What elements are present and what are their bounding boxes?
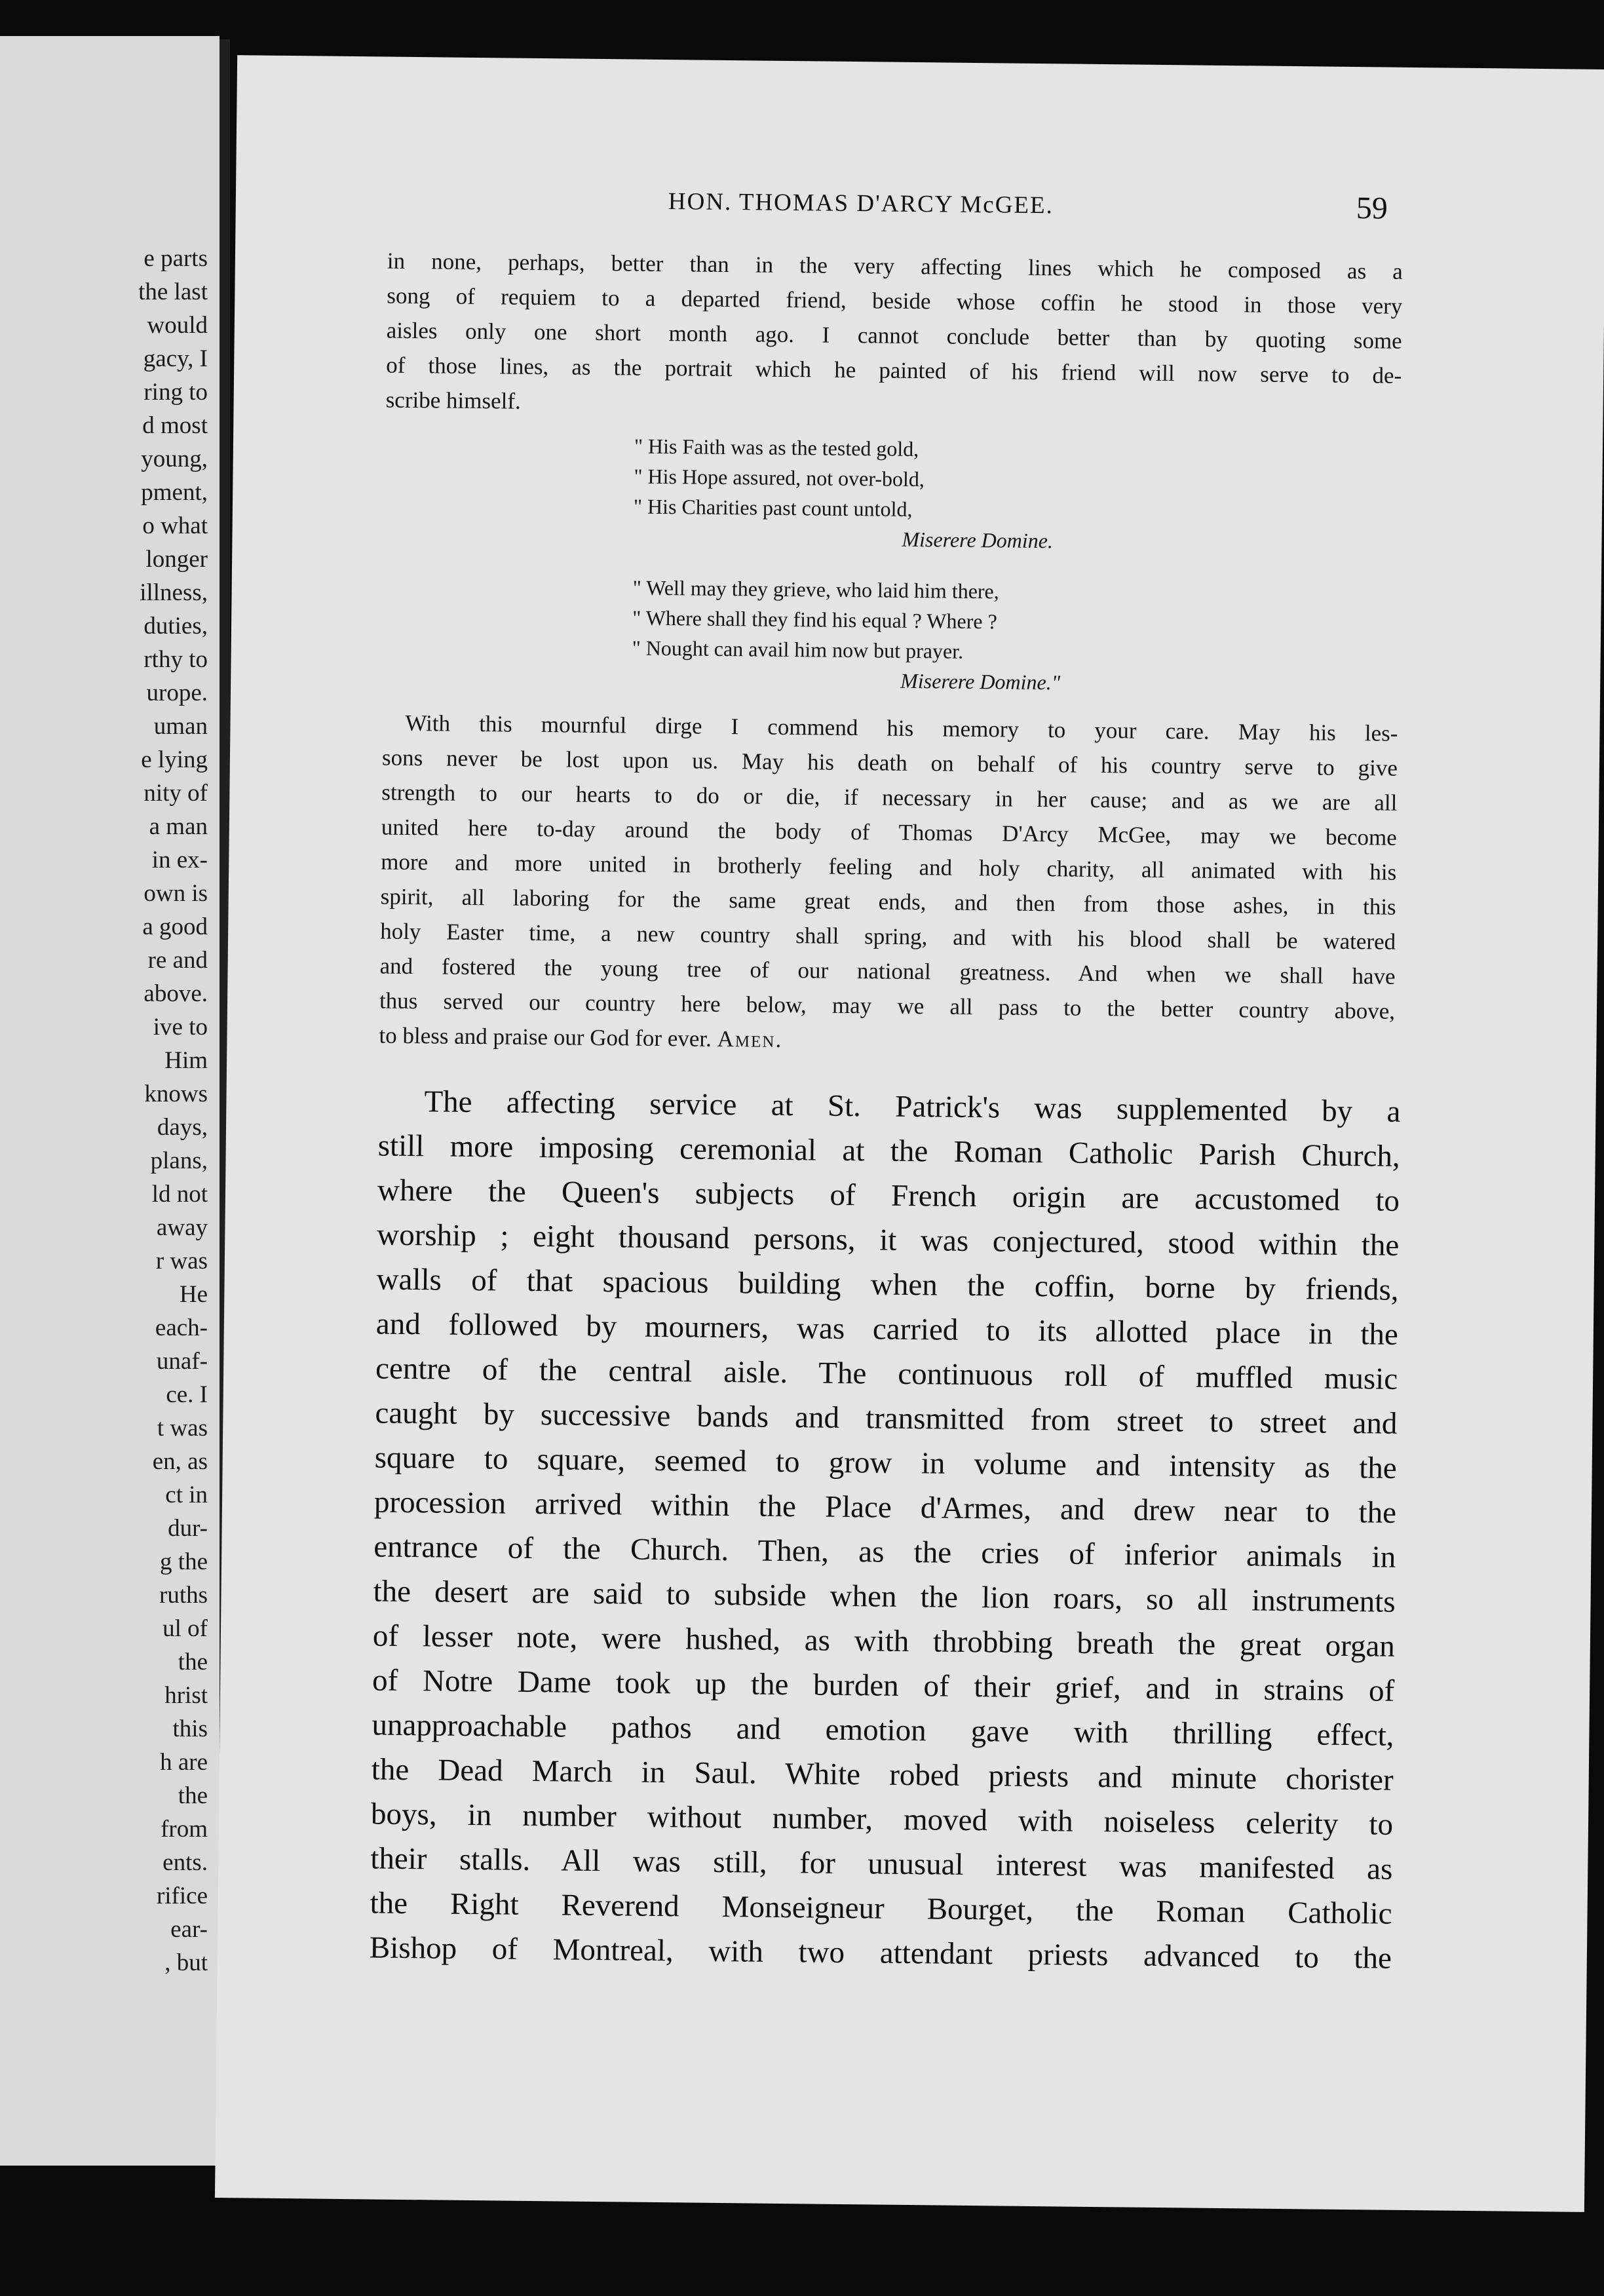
left-page-fragment: the last xyxy=(138,278,208,305)
text-line: song of requiem to a departed friend, beside whose coffin he stood in those very xyxy=(387,282,1403,319)
left-page-fragment: plans, xyxy=(150,1147,208,1174)
poem-stanza-2 xyxy=(632,573,1061,698)
left-page-fragment: ct in xyxy=(165,1482,208,1508)
left-page-fragment: e parts xyxy=(143,245,208,272)
text-line: procession arrived within the Place d'Armes, and drew near to the xyxy=(373,1485,1397,1530)
left-page-fragment: the xyxy=(178,1782,208,1809)
closing-paragraph xyxy=(379,706,1398,1063)
amen: Amen. xyxy=(717,1025,783,1052)
text-line: united here to-day around the body of Thomas D'Arcy McGee, may we become xyxy=(381,814,1397,851)
text-line: spirit, all laboring for the same great ends, and then from those ashes, in this xyxy=(380,883,1396,920)
text-line: With this mournful dirge I commend his memory to your care. May his les- xyxy=(405,710,1398,746)
text-line: aisles only one short month ago. I cannot conclude better than by quoting some xyxy=(386,317,1402,354)
left-page-fragment: rifice xyxy=(156,1883,208,1909)
left-page-fragment: gacy, I xyxy=(143,345,208,372)
verse-line: " His Hope assured, not over-bold, xyxy=(634,464,925,491)
left-page-fragment: knows xyxy=(144,1081,208,1107)
verse-line: " Where shall they find his equal ? Where ? xyxy=(632,605,997,634)
left-page-fragment: uman xyxy=(153,713,208,740)
text-line: sons never be lost upon us. May his death on behalf of his country serve to give xyxy=(381,744,1398,781)
left-page-fragment: ive to xyxy=(153,1014,208,1041)
left-page-fragment: g the xyxy=(160,1548,208,1575)
text-line: still more imposing ceremonial at the Roman Catholic Parish Church, xyxy=(377,1128,1400,1174)
text-line: strength to our hearts to do or die, if necessary in her cause; and as we are all xyxy=(381,779,1398,816)
text-line: boys, in number without number, moved with noiseless celerity to xyxy=(370,1797,1394,1842)
left-page-fragment: , but xyxy=(164,1949,208,1976)
text-line: holy Easter time, a new country shall spring, and with his blood shall be watered xyxy=(379,918,1396,955)
left-page-fragment: t was xyxy=(157,1415,208,1442)
left-page-fragment: re and xyxy=(147,947,208,974)
left-page-fragment: above. xyxy=(143,980,208,1007)
text-line: the Dead March in Saul. White robed priests and minute chorister xyxy=(371,1752,1394,1797)
text-line: thus served our country here below, may we all pass to the better country above, xyxy=(379,987,1396,1024)
left-page-fragment: o what xyxy=(142,512,208,539)
text-line: and followed by mourners, was carried to its allotted place in the xyxy=(375,1307,1399,1352)
poem-stanza-1 xyxy=(633,431,1054,556)
text-line: more and more united in brotherly feeling and holy charity, all animated with his xyxy=(381,849,1397,885)
left-page-fragment: ruths xyxy=(159,1582,208,1609)
left-page-fragment: away xyxy=(156,1214,208,1241)
left-page-fragment: nity of xyxy=(143,780,208,807)
left-page-fragment: own is xyxy=(143,880,208,907)
left-page-fragment: hrist xyxy=(164,1682,208,1709)
text-line-body: to bless and praise our God for ever. xyxy=(379,1022,712,1052)
left-page-fragment: ear- xyxy=(170,1916,208,1943)
text-line: of lesser note, were hushed, as with throbbing breath the great organ xyxy=(372,1618,1396,1664)
text-line: walls of that spacious building when the coffin, borne by friends, xyxy=(376,1262,1399,1307)
text-line: The affecting service at St. Patrick's was supplemented by a xyxy=(424,1084,1401,1129)
verse-line: " His Charities past count untold, xyxy=(633,494,913,521)
left-page-fragment: ul of xyxy=(162,1615,208,1642)
text-line: and fostered the young tree of our national greatness. And when we shall have xyxy=(379,953,1396,989)
text-line: caught by successive bands and transmitted from street to street and xyxy=(375,1396,1398,1441)
text-line: the desert are said to subside when the lion roars, so all instruments xyxy=(373,1574,1396,1619)
left-page-fragment: Him xyxy=(164,1047,208,1074)
verse-line: " His Faith was as the tested gold, xyxy=(634,434,919,461)
left-page-fragment: days, xyxy=(157,1114,208,1141)
left-page-fragment: d most xyxy=(142,412,208,439)
left-page-fragment: unaf- xyxy=(156,1348,208,1375)
left-page-fragment: longer xyxy=(145,546,208,573)
left-page-fragment: duties, xyxy=(143,613,208,640)
text-line: entrance of the Church. Then, as the cries of inferior animals in xyxy=(373,1529,1396,1575)
left-page-fragment: young, xyxy=(141,446,208,472)
verse-line: " Well may they grieve, who laid him there, xyxy=(632,575,999,603)
left-page-fragment: He xyxy=(179,1281,208,1308)
left-page-fragment: this xyxy=(172,1715,208,1742)
verse-refrain: Miserere Domine." xyxy=(900,668,1061,695)
text-line: their stalls. All was still, for unusual interest was manifested as xyxy=(370,1841,1393,1886)
text-line: of those lines, as the portrait which he painted of his friend will now serve to de- xyxy=(386,352,1402,389)
left-page-fragment: rthy to xyxy=(143,646,208,673)
left-page-fragment: the xyxy=(178,1649,208,1675)
running-head: HON. THOMAS D'ARCY McGEE. xyxy=(668,188,1054,220)
book-page xyxy=(215,55,1604,2212)
text-line: the Right Reverend Monseigneur Bourget, the Roman Catholic xyxy=(370,1886,1392,1931)
text-line: Bishop of Montreal, with two attendant priests advanced to the xyxy=(369,1930,1392,1976)
left-page-fragment: in ex- xyxy=(151,847,208,873)
left-page-fragment: en, as xyxy=(152,1448,208,1475)
text-line: of Notre Dame took up the burden of their grief, and in strains of xyxy=(372,1663,1395,1708)
verse-line: " Nought can avail him now but prayer. xyxy=(632,636,964,663)
left-page-fragment: would xyxy=(147,312,208,339)
text-line: square to square, seemed to grow in volume and intensity as the xyxy=(374,1440,1397,1485)
text-line: scribe himself. xyxy=(385,387,521,414)
text-line: unapproachable pathos and emotion gave with thrilling effect, xyxy=(372,1708,1394,1753)
text-line: centre of the central aisle. The continuous roll of muffled music xyxy=(375,1351,1398,1396)
left-page-fragment: ring to xyxy=(143,379,208,406)
left-page-fragment: illness, xyxy=(140,579,208,606)
left-facing-page xyxy=(0,36,220,2166)
left-page-fragment: a good xyxy=(142,913,208,940)
left-page-fragment: h are xyxy=(160,1749,208,1776)
left-page-fragment: each- xyxy=(155,1314,208,1341)
text-line: worship ; eight thousand persons, it was conjectured, stood within the xyxy=(377,1217,1400,1263)
left-page-fragment: pment, xyxy=(141,479,208,506)
left-page-fragment: ld not xyxy=(151,1181,208,1208)
left-page-fragment: dur- xyxy=(168,1515,208,1542)
intro-paragraph xyxy=(385,244,1403,428)
main-paragraph xyxy=(370,1079,1401,1980)
text-line: in none, perhaps, better than in the very affecting lines which he composed as a xyxy=(387,248,1404,284)
left-page-fragment: from xyxy=(161,1816,208,1843)
page-number: 59 xyxy=(1356,191,1388,226)
left-page-fragment: r was xyxy=(155,1248,208,1274)
left-page-fragment: ents. xyxy=(162,1849,208,1876)
verse-refrain: Miserere Domine. xyxy=(902,527,1054,553)
left-page-fragment: urope. xyxy=(146,679,208,706)
left-page-fragment: ce. I xyxy=(166,1381,208,1408)
text-line: where the Queen's subjects of French origin are accustomed to xyxy=(377,1173,1400,1218)
left-page-fragment: e lying xyxy=(141,746,208,773)
left-page-fragment: a man xyxy=(149,813,208,840)
